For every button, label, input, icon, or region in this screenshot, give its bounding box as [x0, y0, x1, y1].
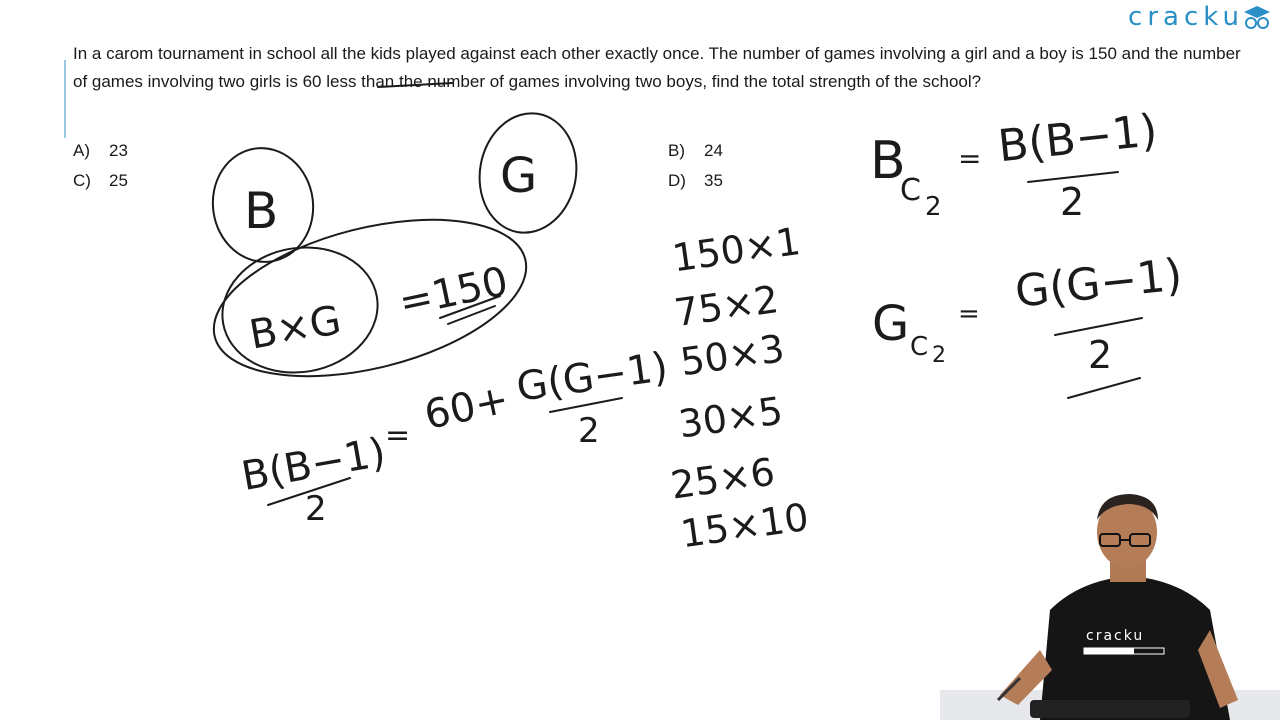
- option-value: 24: [704, 141, 723, 160]
- svg-text:=: =: [958, 142, 982, 175]
- svg-text:G(G−1): G(G−1): [513, 344, 671, 411]
- combination-b: [870, 105, 1160, 224]
- option-c[interactable]: [73, 171, 128, 191]
- option-d[interactable]: [668, 171, 723, 191]
- factor-row: 15×10: [677, 494, 812, 557]
- circle-g-letter: G: [500, 148, 538, 204]
- option-label: A): [73, 141, 90, 160]
- bxg-text: B×G: [246, 297, 345, 359]
- circle-bxg: [212, 235, 387, 384]
- svg-text:=: =: [385, 418, 411, 453]
- question-accent-bar: [64, 60, 66, 138]
- eq150-underline: [440, 296, 500, 324]
- svg-text:B(B−1): B(B−1): [995, 104, 1160, 173]
- circle-b: [206, 142, 321, 269]
- presenter-video: [940, 490, 1280, 720]
- factor-row: 50×3: [677, 326, 788, 385]
- equation-bottom: [238, 344, 671, 529]
- option-label: B): [668, 141, 685, 160]
- option-value: 23: [109, 141, 128, 160]
- svg-text:B(B−1): B(B−1): [238, 429, 389, 500]
- svg-text:=: =: [958, 299, 980, 329]
- svg-text:2: 2: [1088, 333, 1113, 377]
- svg-text:2: 2: [578, 411, 600, 451]
- option-value: 35: [704, 171, 723, 190]
- graduation-cap-icon: [1240, 3, 1274, 31]
- circle-g: [470, 106, 585, 241]
- factor-list: [668, 219, 811, 556]
- svg-text:C: C: [910, 332, 929, 362]
- svg-text:C: C: [900, 173, 921, 208]
- eq150-text: =150: [394, 258, 513, 327]
- combination-g: [872, 249, 1185, 398]
- circle-b-letter: B: [244, 182, 279, 240]
- svg-text:2: 2: [1060, 180, 1085, 224]
- factor-row: 25×6: [667, 449, 778, 508]
- svg-text:60+: 60+: [420, 376, 513, 439]
- svg-text:B: B: [870, 131, 906, 191]
- svg-text:2: 2: [925, 192, 942, 222]
- factor-row: 30×5: [675, 388, 786, 447]
- enclosing-ellipse: [198, 191, 542, 404]
- factor-row: 75×2: [671, 277, 782, 336]
- svg-text:G(G−1): G(G−1): [1012, 249, 1185, 318]
- svg-text:G: G: [872, 296, 910, 352]
- question-text: In a carom tournament in school all the kids played against each other exactly once. The number of games involving a girl and a boy is 150 and the number of games involving two girls is 60 less than the number of games involving two boys, find the total strength of the school?: [73, 44, 1241, 91]
- shirt-logo-text: cracku: [1086, 628, 1145, 644]
- option-label: D): [668, 171, 686, 190]
- svg-text:2: 2: [305, 489, 327, 529]
- factor-row: 150×1: [669, 218, 804, 281]
- svg-text:2: 2: [932, 343, 946, 368]
- option-value: 25: [109, 171, 128, 190]
- option-b[interactable]: [668, 141, 723, 161]
- brand-logo: [1128, 0, 1280, 34]
- option-a[interactable]: [73, 141, 128, 161]
- option-label: C): [73, 171, 91, 190]
- brand-logo-text: cracku: [1128, 2, 1244, 32]
